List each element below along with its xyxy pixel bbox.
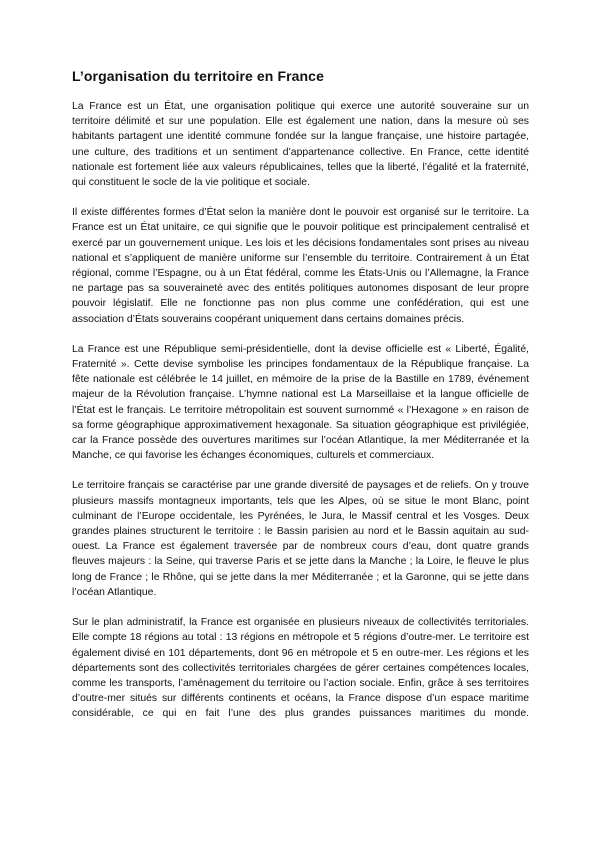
document-title: L’organisation du territoire en France [72,68,324,84]
paragraph-geography: Le territoire français se caractérise par une grande diversité de paysages et de reliefs. On y trouve plusieurs massifs montagneux importants, tels que les Alpes, où se situe le mont Blanc, point culminant de l’Europe occidentale, les Pyrénées, le Jura, le Massif central et les Vosges. Deux grandes plaines structurent le territoire : le Bassin parisien au nord et le Bassin aquitain au sud-ouest. La France est également traversée par de nombreux cours d’eau, dont quatre grands fleuves majeurs : la Seine, qui traverse Paris et se jette dans la Manche ; la Loire, le fleuve le plus long de France ; le Rhône, qui se jette dans la mer Méditerranée ; et la Garonne, qui se jette dans l’océan Atlantique. [72,480,529,598]
paragraph-state-nation: La France est un État, une organisation politique qui exerce une autorité souveraine sur un territoire délimité et sur une population. Elle est également une nation, dans la mesure où ses habitants partagent une identité commune fondée sur la langue française, une histoire partagée, une culture, des traditions et un sentiment d’appartenance collective. En France, cette identité nationale est fortement liée aux valeurs républicaines, telles que la liberté, l’égalité et la fraternité, qui constituent le socle de la vie politique et sociale. [72,101,529,189]
paragraph-administration: Sur le plan administratif, la France est organisée en plusieurs niveaux de collectivités territoriales. Elle compte 18 régions au total : 13 régions en métropole et 5 régions d’outre-mer. Le territoire est également divisé en 101 départements, dont 96 en métropole et 5 en outre-mer. Les régions et les départements sont des collectivités territoriales chargées de gérer certaines compétences locales, comme les transports, l’aménagement du territoire ou l’action sociale. Enfin, grâce à ses territoires d’outre-mer situés sur différents continents et océans, la France dispose d’un espace maritime considérable, ce qui en fait l’une des plus grandes puissances maritimes du monde. [72,617,529,720]
paragraph-republic-symbols: La France est une République semi-présidentielle, dont la devise officielle est « Liberté, Égalité, Fraternité ». Cette devise symbolise les principes fondamentaux de la République française. La fête nationale est célébrée le 14 juillet, en mémoire de la prise de la Bastille en 1789, événement majeur de la Révolution française. L’hymne national est La Marseillaise et la langue officielle de l’État est le français. Le territoire métropolitain est souvent surnommé « l’Hexagone » en raison de sa forme géographique approximativement hexagonale. Sa situation géographique est privilégiée, car la France possède des ouvertures maritimes sur l’océan Atlantique, la mer Méditerranée et la Manche, ce qui favorise les échanges économiques, culturels et commerciaux. [72,343,529,462]
document-page [72,68,529,737]
paragraph-forms-of-state: Il existe différentes formes d’État selon la manière dont le pouvoir est organisé sur le territoire. La France est un État unitaire, ce qui signifie que le pouvoir politique est principalement centralisé et exercé par un gouvernement unique. Les lois et les décisions fondamentales sont prises au niveau national et s’appliquent de manière uniforme sur l’ensemble du territoire. Contrairement à un État régional, comme l’Espagne, ou à un État fédéral, comme les États-Unis ou l’Allemagne, la France ne partage pas sa souveraineté avec des entités politiques autonomes disposant de leur propre pouvoir législatif. Elle ne fonctionne pas non plus comme une confédération, qui est une association d’États souverains coopérant uniquement dans certains domaines précis. [72,207,529,325]
